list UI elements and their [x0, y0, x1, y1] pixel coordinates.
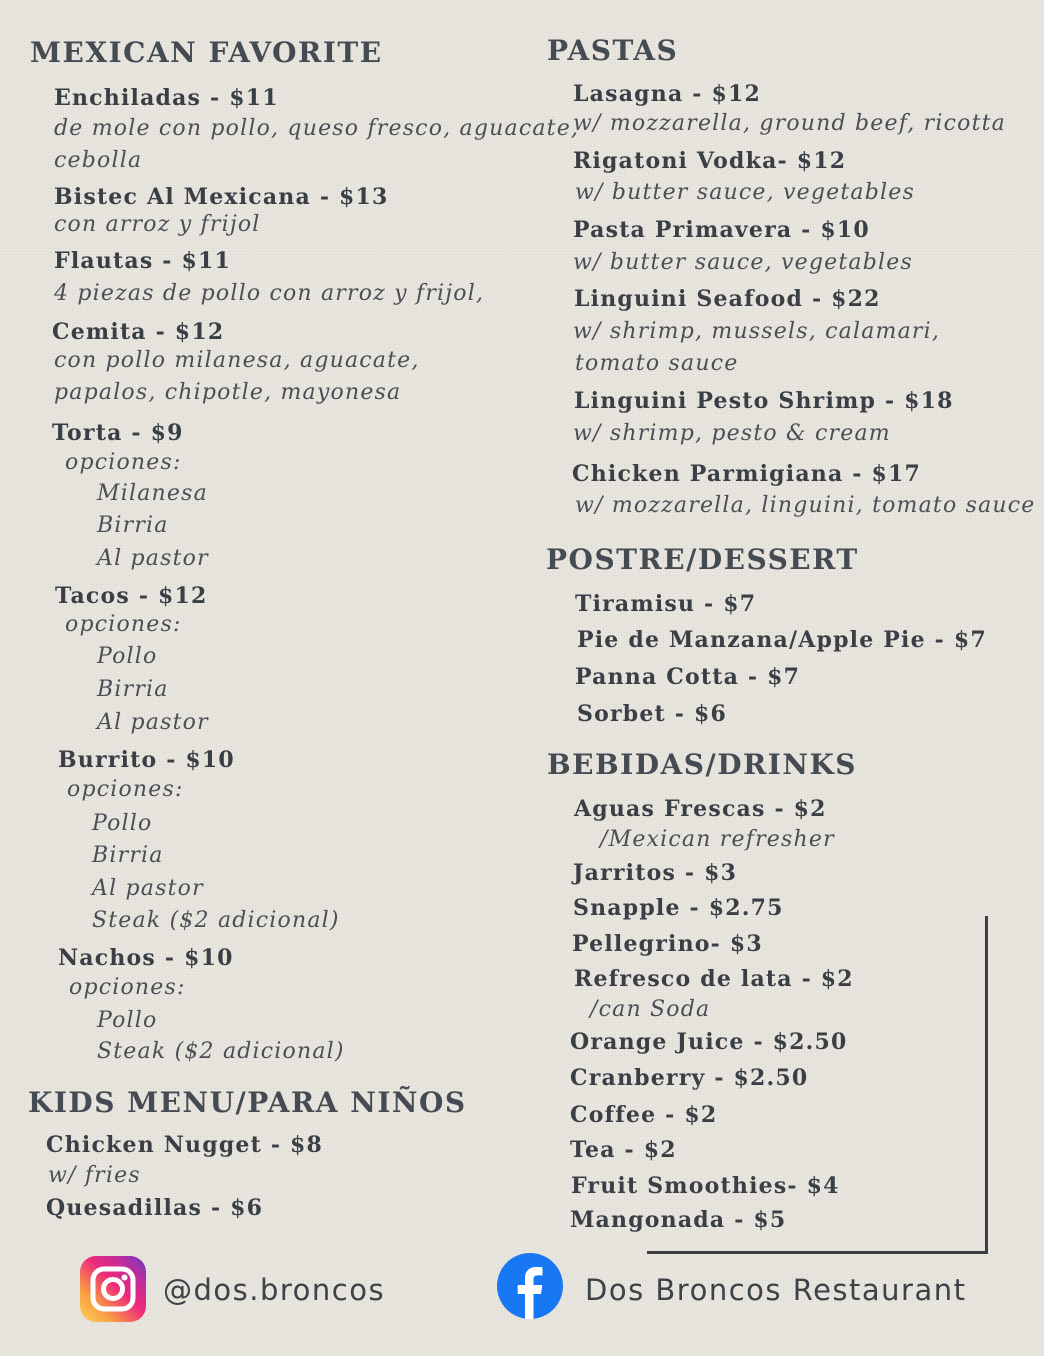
instagram-glyph — [80, 1256, 146, 1322]
options-label: opciones: — [67, 777, 184, 802]
menu-item-nachos: Nachos - $10 — [58, 945, 234, 971]
menu-item-cemita: Cemita - $12 — [52, 319, 225, 345]
menu-item-mangonada: Mangonada - $5 — [570, 1207, 787, 1233]
menu-item-torta: Torta - $9 — [52, 420, 184, 446]
menu-item-snapple: Snapple - $2.75 — [573, 895, 784, 921]
item-description: tomato sauce — [575, 351, 739, 376]
menu-item-cranberry: Cranberry - $2.50 — [570, 1065, 809, 1091]
item-description: /can Soda — [590, 997, 711, 1022]
item-description: papalos, chipotle, mayonesa — [54, 380, 402, 405]
option-item: Birria — [97, 513, 169, 538]
item-description: w/ fries — [48, 1163, 141, 1188]
item-description: w/ shrimp, pesto & cream — [573, 421, 891, 446]
option-item: Steak ($2 adicional) — [92, 908, 340, 933]
menu-item-chicken-parmigiana: Chicken Parmigiana - $17 — [572, 461, 922, 487]
menu-item-pellegrino: Pellegrino- $3 — [572, 931, 763, 957]
option-item: Al pastor — [97, 710, 209, 735]
menu-item-tea: Tea - $2 — [570, 1137, 677, 1163]
decorative-frame-horizontal — [647, 1251, 988, 1254]
section-title-drinks: BEBIDAS/DRINKS — [547, 748, 858, 781]
options-label: opciones: — [65, 612, 182, 637]
menu-item-apple-pie: Pie de Manzana/Apple Pie - $7 — [577, 627, 987, 653]
menu-item-chicken-nugget: Chicken Nugget - $8 — [46, 1132, 324, 1158]
menu-item-aguas-frescas: Aguas Frescas - $2 — [574, 796, 827, 822]
menu-item-lasagna: Lasagna - $12 — [573, 81, 761, 107]
facebook-glyph — [497, 1253, 563, 1319]
options-label: opciones: — [69, 975, 186, 1000]
item-description: con pollo milanesa, aguacate, — [54, 348, 420, 373]
menu-item-linguini-pesto: Linguini Pesto Shrimp - $18 — [574, 388, 954, 414]
item-description: w/ mozzarella, linguini, tomato sauce — [575, 493, 1036, 518]
option-item: Pollo — [97, 1008, 158, 1033]
item-description: w/ butter sauce, vegetables — [575, 180, 915, 205]
menu-item-sorbet: Sorbet - $6 — [577, 701, 727, 727]
item-description: /Mexican refresher — [600, 827, 835, 852]
menu-item-orange-juice: Orange Juice - $2.50 — [570, 1029, 848, 1055]
menu-item-refresco: Refresco de lata - $2 — [574, 966, 854, 992]
facebook-icon[interactable] — [497, 1253, 563, 1319]
menu-item-panna-cotta: Panna Cotta - $7 — [575, 664, 801, 690]
item-description: w/ mozzarella, ground beef, ricotta — [573, 111, 1006, 136]
menu-item-rigatoni: Rigatoni Vodka- $12 — [573, 148, 847, 174]
menu-item-enchiladas: Enchiladas - $11 — [54, 85, 279, 111]
item-description: w/ butter sauce, vegetables — [573, 250, 913, 275]
menu-item-flautas: Flautas - $11 — [54, 248, 232, 274]
menu-item-tiramisu: Tiramisu - $7 — [575, 591, 757, 617]
instagram-handle[interactable]: @dos.broncos — [163, 1273, 386, 1307]
menu-item-coffee: Coffee - $2 — [570, 1102, 718, 1128]
item-description: w/ shrimp, mussels, calamari, — [573, 319, 941, 344]
option-item: Pollo — [97, 644, 158, 669]
menu-item-quesadillas: Quesadillas - $6 — [46, 1195, 264, 1221]
item-description: con arroz y frijol — [54, 212, 261, 237]
option-item: Al pastor — [97, 546, 209, 571]
item-description: 4 piezas de pollo con arroz y frijol, — [54, 281, 485, 306]
option-item: Milanesa — [97, 481, 208, 506]
option-item: Al pastor — [92, 876, 204, 901]
item-description: cebolla — [54, 148, 143, 173]
menu-item-tacos: Tacos - $12 — [55, 583, 208, 609]
decorative-frame-vertical — [985, 916, 988, 1254]
option-item: Pollo — [92, 811, 153, 836]
menu-item-fruit-smoothies: Fruit Smoothies- $4 — [571, 1173, 840, 1199]
section-title-pastas: PASTAS — [547, 34, 679, 67]
menu-item-linguini-seafood: Linguini Seafood - $22 — [574, 286, 881, 312]
option-item: Steak ($2 adicional) — [97, 1039, 345, 1064]
menu-item-burrito: Burrito - $10 — [58, 747, 235, 773]
menu-item-bistec: Bistec Al Mexicana - $13 — [54, 184, 389, 210]
section-title-kids: KIDS MENU/PARA NIÑOS — [28, 1086, 467, 1119]
options-label: opciones: — [65, 450, 182, 475]
option-item: Birria — [92, 843, 164, 868]
instagram-icon[interactable] — [80, 1256, 146, 1322]
menu-item-jarritos: Jarritos - $3 — [573, 860, 738, 886]
facebook-page-name[interactable]: Dos Broncos Restaurant — [585, 1273, 967, 1307]
section-title-dessert: POSTRE/DESSERT — [546, 543, 859, 576]
option-item: Birria — [97, 677, 169, 702]
item-description: de mole con pollo, queso fresco, aguacate, — [54, 116, 580, 141]
menu-item-primavera: Pasta Primavera - $10 — [573, 217, 870, 243]
section-title-mexican: MEXICAN FAVORITE — [30, 36, 383, 69]
